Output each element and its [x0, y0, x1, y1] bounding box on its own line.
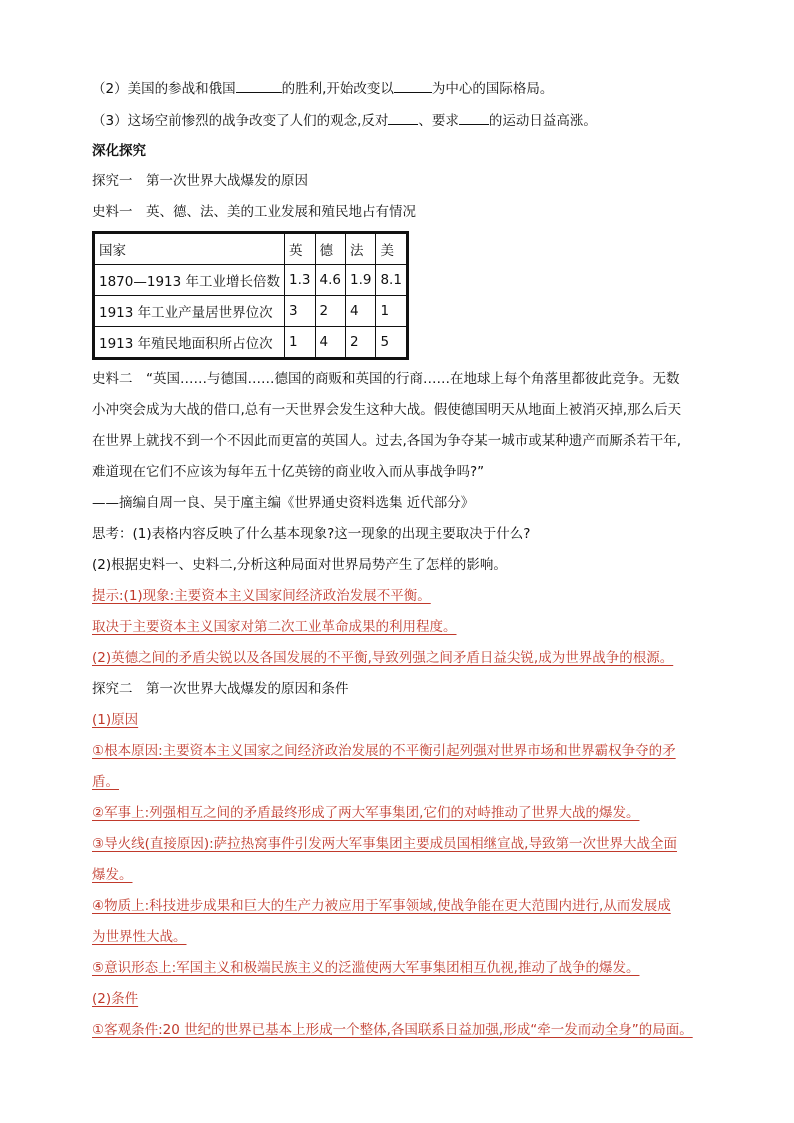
- table-cell: 4: [315, 327, 345, 359]
- inquiry2-title: 探究二 第一次世界大战爆发的原因和条件: [92, 681, 349, 697]
- table-header-cell: 英: [285, 233, 315, 265]
- table-cell: 1913 年殖民地面积所占位次: [94, 327, 285, 359]
- inquiry1-title: 探究一 第一次世界大战爆发的原因: [92, 173, 308, 189]
- inquiry2-line: (1)原因: [92, 712, 139, 728]
- q3-text-b: 、要求: [418, 113, 459, 129]
- inquiry2-line: ⑤意识形态上:军国主义和极端民族主义的泛滥使两大军事集团相互仇视,推动了战争的爆发。: [92, 960, 640, 976]
- industry-colony-table: [92, 231, 409, 360]
- thinking-q1: 思考：(1)表格内容反映了什么基本现象?这一现象的出现主要取决于什么?: [92, 526, 531, 542]
- table-cell: 1.9: [345, 265, 375, 296]
- table-cell: 1: [285, 327, 315, 359]
- table-cell: 3: [285, 296, 315, 327]
- table-header-cell: 德: [315, 233, 345, 265]
- material2-line: 小冲突会成为大战的借口,总有一天世界会发生这种大战。假使德国明天从地面上被消灭掉,那么后天: [92, 402, 682, 418]
- q2-text-b: 的胜利,开始改变以: [281, 81, 394, 97]
- answer-line: (2)英德之间的矛盾尖锐以及各国发展的不平衡,导致列强之间矛盾日益尖锐,成为世界战争的根源。: [92, 650, 674, 666]
- inquiry2-line: ④物质上:科技进步成果和巨大的生产力被应用于军事领域,使战争能在更大范围内进行,从而发展成: [92, 898, 671, 914]
- inquiry2-line: ①根本原因:主要资本主义国家之间经济政治发展的不平衡引起列强对世界市场和世界霸权争夺的矛: [92, 743, 676, 759]
- q3-text-c: 的运动日益高涨。: [488, 113, 597, 129]
- table-cell: 5: [376, 327, 407, 359]
- material2-line: 史料二 “英国……与德国……德国的商贩和英国的行商……在地球上每个角落里都彼此竞争。无数: [92, 371, 680, 387]
- material2-line: 在世界上就找不到一个不因此而更富的英国人。过去,各国为争夺某一城市或某种遗产而厮杀若干年,: [92, 433, 682, 449]
- fill-blank-q2: [92, 78, 553, 99]
- q3-blank-2[interactable]: [459, 110, 489, 125]
- fill-blank-q3: [92, 110, 597, 131]
- table-cell: 2: [315, 296, 345, 327]
- table-cell: 1870—1913 年工业增长倍数: [94, 265, 285, 296]
- inquiry2-line: ③导火线(直接原因):萨拉热窝事件引发两大军事集团主要成员国相继宣战,导致第一次世界大战全面: [92, 836, 677, 852]
- section-title: 深化探究: [92, 143, 146, 159]
- table-cell: 1: [376, 296, 407, 327]
- table-row: [94, 327, 408, 359]
- table-cell: 8.1: [376, 265, 407, 296]
- inquiry2-line: ①客观条件:20 世纪的世界已基本上形成一个整体,各国联系日益加强,形成“牵一发而动全身”的局面。: [92, 1022, 693, 1038]
- q2-blank-2[interactable]: [394, 78, 432, 93]
- material1-title: 史料一 英、德、法、美的工业发展和殖民地占有情况: [92, 204, 416, 220]
- answer-line: 取决于主要资本主义国家对第二次工业革命成果的利用程度。: [92, 619, 457, 635]
- table-header-cell: 美: [376, 233, 407, 265]
- q3-blank-1[interactable]: [388, 110, 418, 125]
- answer-line: 提示:(1)现象:主要资本主义国家间经济政治发展不平衡。: [92, 588, 431, 604]
- table-header-row: [94, 233, 408, 265]
- q2-blank-1[interactable]: [236, 78, 282, 93]
- inquiry2-line: 爆发。: [92, 867, 133, 883]
- table-cell: 1913 年工业产量居世界位次: [94, 296, 285, 327]
- q2-text-c: 为中心的国际格局。: [431, 81, 554, 97]
- table-cell: 4.6: [315, 265, 345, 296]
- table-header-cell: 国家: [94, 233, 285, 265]
- table-row: [94, 265, 408, 296]
- inquiry2-line: 盾。: [92, 774, 119, 790]
- q3-text-a: （3）这场空前惨烈的战争改变了人们的观念,反对: [92, 113, 389, 129]
- table-cell: 1.3: [285, 265, 315, 296]
- table-cell: 2: [345, 327, 375, 359]
- table-header-cell: 法: [345, 233, 375, 265]
- thinking-q2: (2)根据史料一、史料二,分析这种局面对世界局势产生了怎样的影响。: [92, 557, 507, 573]
- table-cell: 4: [345, 296, 375, 327]
- inquiry2-line: 为世界性大战。: [92, 929, 187, 945]
- table-row: [94, 296, 408, 327]
- q2-text-a: （2）美国的参战和俄国: [92, 81, 236, 97]
- inquiry2-line: ②军事上:列强相互之间的矛盾最终形成了两大军事集团,它们的对峙推动了世界大战的爆发。: [92, 805, 640, 821]
- inquiry2-line: (2)条件: [92, 991, 139, 1007]
- material2-source: ——摘编自周一良、吴于廑主编《世界通史资料选集 近代部分》: [92, 495, 475, 511]
- material2-line: 难道现在它们不应该为每年五十亿英镑的商业收入而从事战争吗?”: [92, 464, 485, 480]
